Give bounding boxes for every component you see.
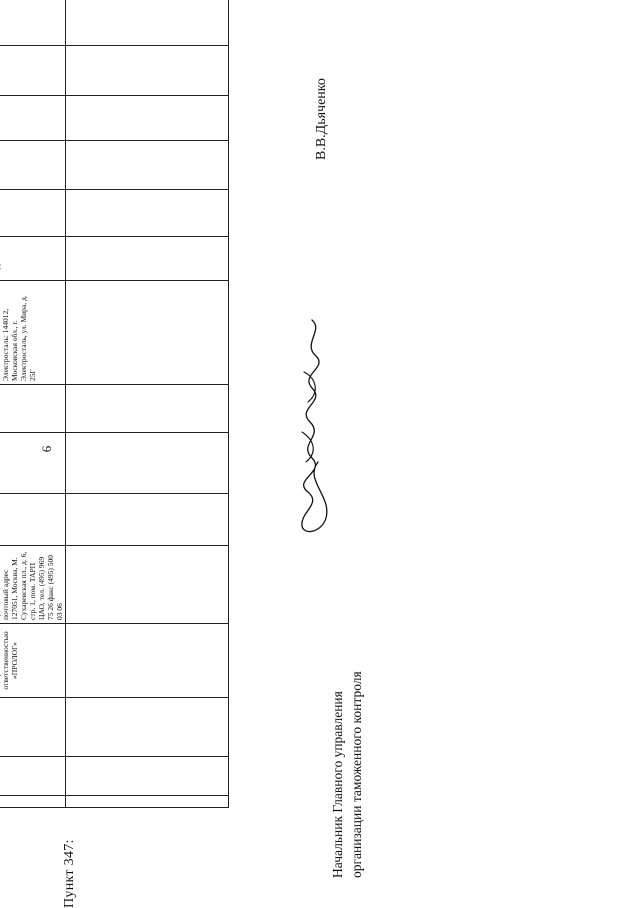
signer-title — [328, 608, 366, 878]
section-label: Пункт 347: — [62, 839, 77, 908]
empty-cell — [66, 757, 229, 796]
cell-ogrn — [0, 433, 66, 494]
empty-cell — [66, 237, 229, 281]
empty-cell — [66, 494, 229, 546]
empty-cell — [66, 281, 229, 385]
cell-branch: Электросталь: 144012, Московская обл., г. Электросталь, ул. Мира, д. 25Г — [0, 281, 66, 385]
empty-cell — [66, 190, 229, 237]
cell-guarantee-type — [0, 237, 66, 281]
cell-address: почтовый адрес 127051, Москва, М. Сухаревская пл., д. 6, стр. 1, пом. ТАРП ЦАО, тел. (495) 969 75 26 факс (495) 500 03 06 — [0, 546, 66, 624]
empty-cell — [66, 141, 229, 190]
empty-cell — [66, 698, 229, 757]
cell-kpp — [0, 385, 66, 433]
empty-cell — [66, 96, 229, 141]
page-number: 6 — [39, 445, 54, 453]
cell-flag-4 — [0, 0, 66, 46]
handwritten-signature — [282, 312, 342, 542]
empty-cell — [66, 546, 229, 624]
empty-cell — [66, 624, 229, 698]
cell-inn — [0, 494, 66, 546]
cell-amount — [0, 190, 66, 237]
cell-organization: ответственностью «ПРОЛОГ» — [0, 624, 66, 698]
cell-number — [0, 796, 66, 808]
cell-flag-2 — [0, 96, 66, 141]
cell-flag-1 — [0, 141, 66, 190]
registry-table-wrapper — [0, 0, 206, 808]
empty-cell — [66, 0, 229, 46]
table-row — [0, 0, 66, 808]
signer-title-line1: Начальник Главного управления — [330, 691, 345, 878]
signer-name: В.В.Дьяченко — [314, 78, 329, 160]
signer-title-line2: организации таможенного контроля — [349, 671, 364, 878]
empty-cell — [66, 796, 229, 808]
cell-flag-3 — [0, 46, 66, 96]
empty-cell — [66, 385, 229, 433]
empty-cell — [66, 433, 229, 494]
cell-date — [0, 698, 66, 757]
table-row-empty — [66, 0, 229, 808]
registry-table — [0, 0, 229, 808]
cell-reg-number — [0, 757, 66, 796]
empty-cell — [66, 46, 229, 96]
